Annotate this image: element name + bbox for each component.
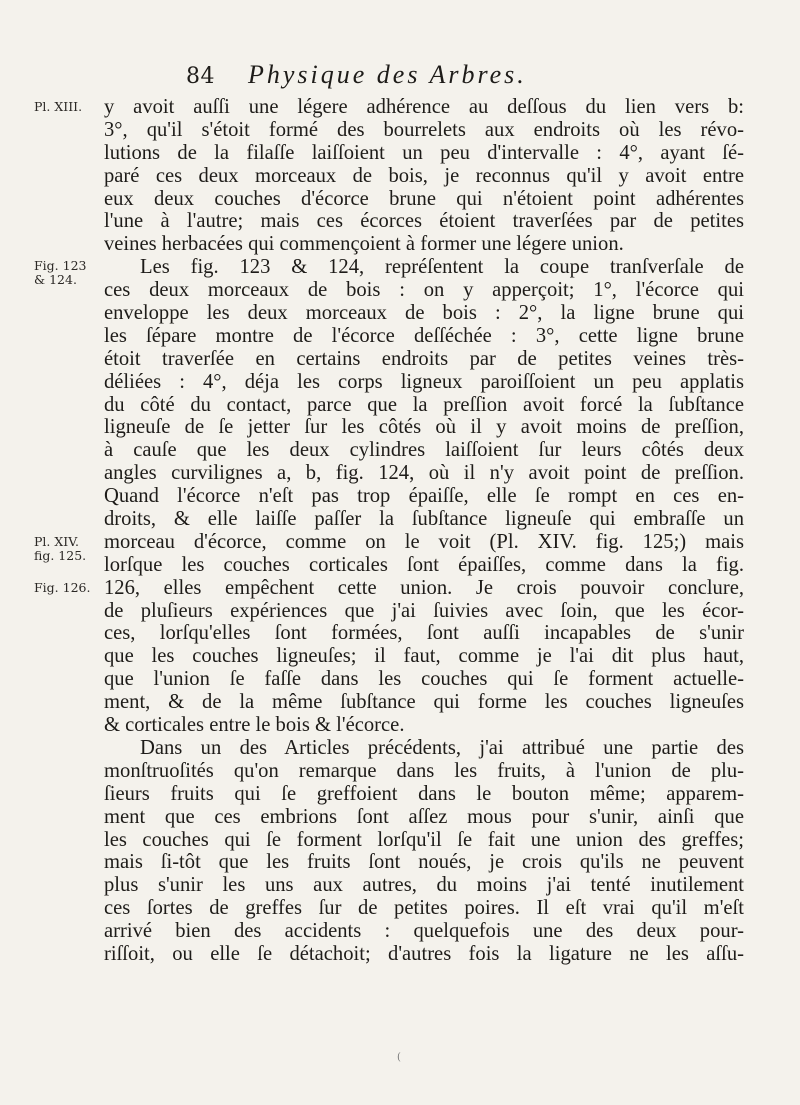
text-line: droits, & elle laiſſe paſſer la ſubſtance ligneuſe qui embraſſe un xyxy=(104,508,744,531)
text-line: y avoit auſſi une légere adhérence au deſſous du lien vers b: xyxy=(104,96,744,118)
page-header xyxy=(178,58,678,98)
text-line: de pluſieurs expériences que j'ai ſuivies avec ſoin, que les écor- xyxy=(104,599,744,622)
text-line: Dans un des Articles précédents, j'ai attribué une partie des xyxy=(140,736,744,759)
text-line: riſſoit, ou elle ſe détachoit; d'autres fois la ligature ne les aſſu- xyxy=(104,942,744,965)
text-line: que l'union ſe faſſe dans les couches qui ſe forment actuelle- xyxy=(104,668,744,691)
text-line: ment que ces embrions ſont aſſez mous pour s'unir, ainſi que xyxy=(104,805,744,828)
text-line: paré ces deux morceaux de bois, je reconnus qu'il y avoit entre xyxy=(104,164,744,187)
text-line: ces, lorſqu'elles ſont formées, ſont auſſi incapables de s'unir xyxy=(104,622,744,645)
text-line: morceau d'écorce, comme on le voit (Pl. XIV. fig. 125;) mais xyxy=(104,530,744,553)
text-line: lutions de la filaſſe laiſſoient un peu d'intervalle : 4°, ayant ſé- xyxy=(104,141,744,164)
text-line: mais ſi-tôt que les fruits ſont noués, je crois qu'ils ne peuvent xyxy=(104,851,744,874)
page-number: 84 xyxy=(186,64,215,89)
text-line: à cauſe que les deux cylindres laiſſoient ſur leurs côtés deux xyxy=(104,439,744,462)
text-line: eux deux couches d'écorce brune qui n'étoient point adhérentes xyxy=(104,187,744,210)
page-mark: ( xyxy=(397,1052,401,1063)
text-line: 3°, qu'il s'étoit formé des bourrelets aux endroits où les révo- xyxy=(104,118,744,141)
text-line: plus s'unir les uns aux autres, du moins j'ai tenté inutilement xyxy=(104,874,744,897)
margin-note-figures: Fig. 123 & 124. xyxy=(34,258,87,287)
text-line: 126, elles empêchent cette union. Je crois pouvoir conclure, xyxy=(104,576,744,599)
text-line: déliées : 4°, déja les corps ligneux paroiſſoient un peu applatis xyxy=(104,370,744,393)
text-line: Quand l'écorce n'eſt pas trop épaiſſe, elle ſe rompt en ces en- xyxy=(104,485,744,508)
text-line: & corticales entre le bois & l'écorce. xyxy=(104,714,405,737)
text-line: que les couches ligneuſes; il faut, comme je l'ai dit plus haut, xyxy=(104,645,744,668)
text-line: enveloppe les deux morceaux de bois : 2°, la ligne brune qui xyxy=(104,302,744,325)
text-line: étoit traverſée en certains endroits par de petites veines très- xyxy=(104,347,744,370)
text-line: les ſépare montre de l'écorce deſſéchée : 3°, cette ligne brune xyxy=(104,324,744,347)
text-line: ces ſortes de greffes ſur de petites poires. Il eſt vrai qu'il m'eſt xyxy=(104,897,744,920)
text-line: ces deux morceaux de bois : on y apperçoit; 1°, l'écorce qui xyxy=(104,279,744,302)
margin-note-plate: Pl. XIII. xyxy=(34,99,83,114)
text-line: l'une à l'autre; mais ces écorces étoient traverſées par de petites xyxy=(104,210,744,233)
text-line: Les fig. 123 & 124, repréſentent la coupe tranſverſale de xyxy=(140,256,744,279)
text-line: ment, & de la même ſubſtance qui forme les couches ligneuſes xyxy=(104,691,744,714)
text-line: les couches qui ſe forment lorſqu'il ſe fait une union des greffes; xyxy=(104,828,744,851)
text-line: veines herbacées qui commençoient à former une légere union. xyxy=(104,233,624,256)
body-text xyxy=(104,96,744,966)
text-line: lorſque les couches corticales ſont épaiſſes, comme dans la fig. xyxy=(104,553,744,576)
text-line: monſtruoſités qu'on remarque dans les fruits, à l'union de plu- xyxy=(104,759,744,782)
text-line: angles curvilignes a, b, fig. 124, où il n'y avoit point de preſſion. xyxy=(104,462,744,485)
text-line: ſieurs fruits qui ſe greffoient dans le bouton même; apparem- xyxy=(104,782,744,805)
margin-note-fig: Fig. 126. xyxy=(34,580,91,595)
text-line: ligneuſe de ſe jetter ſur les côtés où il y avoit moins de preſſion, xyxy=(104,416,744,439)
margin-note-plate-fig: Pl. XIV. fig. 125. xyxy=(34,534,87,563)
text-line: du côté du contact, parce que la preſſion avoit forcé la ſubſtance xyxy=(104,393,744,416)
running-title: Physique des Arbres. xyxy=(248,60,527,89)
text-line: arrivé bien des accidents : quelquefois une des deux pour- xyxy=(104,920,744,943)
